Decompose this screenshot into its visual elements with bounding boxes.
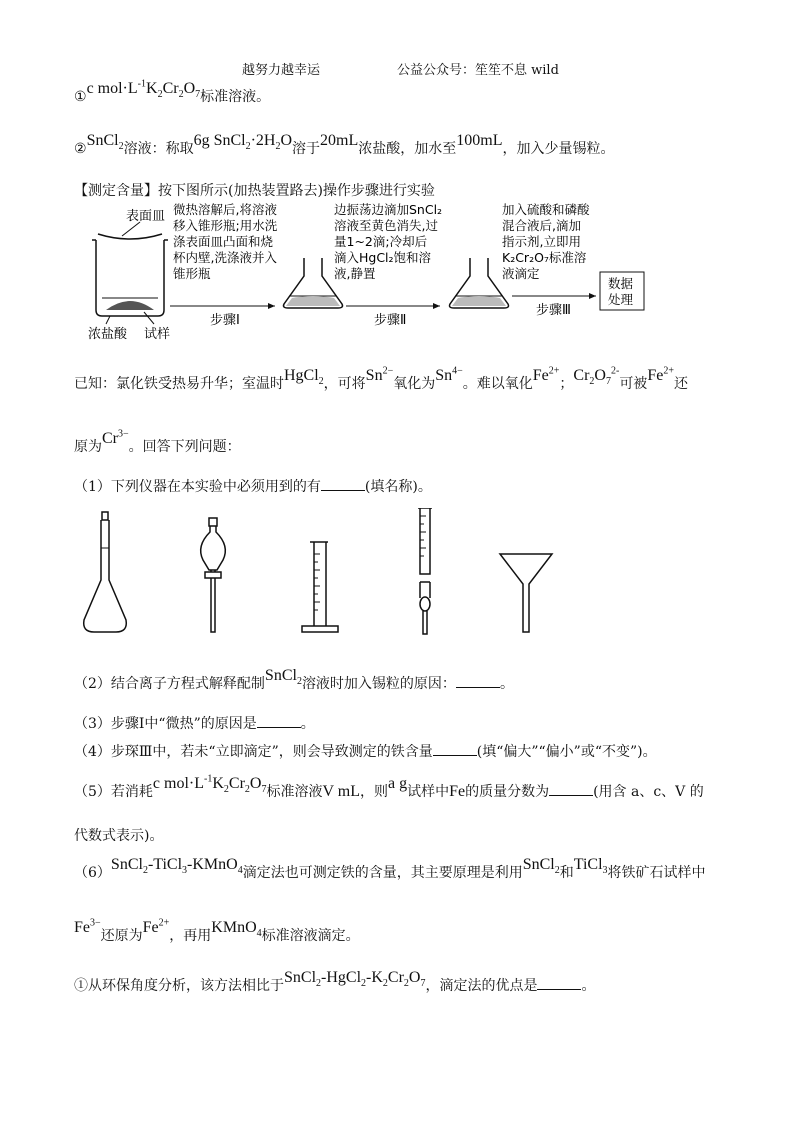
mass-a: a g — [387, 775, 408, 792]
question-5-text-b: 标准溶液 — [266, 784, 323, 800]
step2-line: 量1~2滴;冷却后 — [334, 234, 428, 249]
formula-k2cr2o7-conc: c $mol\cdot L^{-1}K_2Cr_2O_7$ — [86, 78, 201, 101]
watch-glass-icon — [98, 234, 162, 239]
beaker-icon — [92, 222, 168, 316]
header-right: 公益公众号：笙笙不息 wild — [397, 63, 559, 78]
formula-hgcl2: HgCl$_2$ — [284, 367, 324, 388]
formula-sncl2-hydrate: 6g $SnCl_2\cdot 2H_2O$ — [193, 132, 293, 153]
reagent-2-marker: ② — [74, 141, 87, 157]
known-line-1 — [74, 365, 688, 395]
step1-line: 锥形瓶 — [173, 266, 211, 281]
mass-value: 6g — [193, 132, 210, 149]
graduated-cylinder-icon — [302, 542, 338, 632]
step1-line: 移入锥形瓶;用水洗 — [173, 218, 278, 233]
step2-line: 液,静置 — [334, 266, 376, 281]
known-text-e: ； — [559, 376, 574, 392]
ion-fe2: $Fe^{2+}$ — [532, 365, 560, 384]
step1-text — [173, 202, 278, 281]
step2-line: 边振荡边滴加SnCl₂ — [334, 202, 443, 217]
step3-line: 混合液后,滴加 — [502, 218, 581, 233]
reagent-2 — [74, 132, 615, 160]
watch-glass-label: 表面皿 — [126, 209, 166, 224]
question-6-sub1-tail: 。 — [581, 978, 596, 994]
question-5-text-e: 的质量分数为 — [465, 784, 550, 800]
step1-line: 微热溶解后,将溶液 — [173, 202, 277, 217]
question-5-text-a: （5）若消耗 — [74, 784, 153, 800]
reagent-2-text-b: 溶于 — [292, 141, 321, 157]
question-2-tail: 。 — [499, 676, 514, 692]
formula-sncl2: SnCl$_2$ — [86, 132, 124, 153]
sample-pile-icon — [106, 301, 154, 310]
question-4-tail: (填“偏大”“偏小”或“不变”)。 — [476, 744, 657, 760]
answer-blank[interactable] — [433, 743, 477, 756]
question-6-text-a: （6） — [74, 865, 111, 881]
known-text-i: 。回答下列问题： — [128, 439, 241, 455]
known-text-c: 氧化为 — [393, 376, 436, 392]
procedure-diagram — [70, 200, 670, 350]
step3-label: 步骤Ⅲ — [536, 303, 571, 318]
ion-sn2: $Sn^{2-}$ — [365, 365, 394, 384]
question-1 — [74, 476, 432, 496]
question-4 — [74, 741, 657, 761]
element-fe: Fe — [449, 783, 466, 800]
known-line-2 — [74, 428, 241, 456]
ion-cr2o7: $Cr_2O_7^{2-}$ — [573, 365, 620, 388]
reagent-1-text: 标准溶液。 — [200, 89, 271, 105]
step3-line: 加入硫酸和磷酸 — [502, 202, 590, 217]
step3-line: 指示剂,立即用 — [502, 234, 581, 249]
known-text-h: 原为 — [74, 439, 102, 455]
volumetric-flask-icon — [84, 512, 127, 632]
sample-label: 试样 — [144, 327, 171, 342]
question-6-text-c: 和 — [559, 865, 574, 881]
question-3-tail: 。 — [300, 716, 315, 732]
question-5-text-d: 试样中 — [407, 784, 450, 800]
answer-blank[interactable] — [321, 478, 365, 491]
step2-label: 步骤Ⅱ — [374, 313, 407, 328]
known-text-b: ，可将 — [323, 376, 366, 392]
step2-line: 滴入HgCl₂饱和溶 — [334, 250, 432, 265]
known-text-f: 可被 — [619, 376, 648, 392]
conical-flask-icon — [450, 258, 509, 308]
known-text-g: 还 — [673, 376, 688, 392]
formula-k2cr2o7-conc-b: c $mol\cdot L^{-1}K_2Cr_2O_7$ — [152, 773, 267, 796]
question-5-line-2: 代数式表示)。 — [74, 828, 164, 844]
question-5 — [74, 773, 704, 803]
answer-blank[interactable] — [549, 783, 593, 796]
question-2-text-b: 溶液时加入锡粒的原因： — [301, 676, 456, 692]
volume-v: V mL — [322, 783, 360, 800]
known-text-a: 已知：氯化铁受热易升华；室温时 — [74, 376, 284, 392]
separatory-funnel-icon — [201, 518, 226, 632]
reagent-2-text-d: ，加入少量锡粒。 — [502, 141, 615, 157]
procedure-heading: 【测定含量】按下图所示(加热装置路去)操作步骤进行实验 — [74, 183, 435, 199]
answer-blank[interactable] — [456, 675, 500, 688]
step1-label: 步骤Ⅰ — [210, 313, 240, 328]
ion-fe3: $Fe^{3-}$ — [74, 917, 101, 936]
formula-kmno4: KMnO$_4$ — [211, 919, 262, 940]
reagent-2-text-c: 浓盐酸，加水至 — [358, 141, 457, 157]
question-3 — [74, 713, 315, 733]
burette-icon — [418, 508, 432, 634]
ion-fe2-b: $Fe^{2+}$ — [647, 365, 674, 384]
reagent-2-text-a: 溶液：称取 — [123, 141, 194, 157]
question-5-text-c: ，则 — [359, 784, 388, 800]
step2-text — [334, 202, 442, 281]
question-6-text-d: 将铁矿石试样中 — [607, 865, 706, 881]
formula-titration-system: SnCl$_2$-TiCl$_3$-KMnO$_4$ — [110, 856, 243, 877]
funnel-icon — [500, 554, 552, 632]
question-6-text-b: 滴定法也可测定铁的含量，其主要原理是利用 — [242, 865, 523, 881]
step3-line: 液滴定 — [502, 266, 540, 281]
question-4-text: （4）步琛Ⅲ中，若未“立即滴定”，则会导致测定的铁含量 — [74, 744, 433, 760]
known-text-d: 。难以氧化 — [462, 376, 533, 392]
answer-blank[interactable] — [257, 715, 301, 728]
ion-fe2-c: $Fe^{2+}$ — [142, 917, 170, 936]
data-box-line: 处理 — [608, 292, 634, 307]
question-6-sub1-text-b: ，滴定法的优点是 — [425, 978, 538, 994]
question-6-sub-1 — [74, 969, 596, 997]
formula-sncl2-b: SnCl$_2$ — [264, 667, 302, 688]
question-1-tail: (填名称)。 — [364, 479, 432, 495]
step1-line: 涤表面皿凸面和烧 — [173, 234, 274, 249]
answer-blank[interactable] — [537, 977, 581, 990]
apparatus-row — [70, 508, 570, 638]
question-5-tail: (用含 a、c、V 的 — [593, 784, 704, 800]
data-box-line: 数据 — [608, 276, 634, 291]
step1-line: 杯内壁,洗涤液并入 — [173, 250, 277, 265]
formula-old-system: $SnCl_2-HgCl_2-K_2Cr_2O_7$ — [284, 969, 426, 990]
question-6 — [74, 856, 706, 884]
question-3-text: （3）步骤Ⅰ中“微热”的原因是 — [74, 716, 257, 732]
volume-100ml: 100mL — [456, 132, 503, 149]
header-left: 越努力越幸运 — [242, 63, 321, 78]
ion-cr3: $Cr^{3-}$ — [102, 428, 129, 447]
step3-text — [502, 202, 590, 281]
reagent-1 — [74, 78, 271, 108]
step2-line: 溶液至黄色消失,过 — [334, 218, 438, 233]
ion-sn4: $Sn^{4-}$ — [435, 365, 463, 384]
formula-ticl3: TiCl$_3$ — [573, 856, 608, 877]
question-1-text: （1）下列仪器在本实验中必须用到的有 — [74, 479, 321, 495]
question-6-line-2 — [74, 917, 360, 947]
volume-20ml: 20mL — [320, 132, 359, 149]
question-6-sub1-text-a: ①从环保角度分析，该方法相比于 — [74, 978, 284, 994]
question-6-text-f: ，再用 — [169, 928, 212, 944]
question-6-text-g: 标准溶液滴定。 — [261, 928, 360, 944]
reagent-1-marker: ① — [74, 89, 87, 105]
question-6-text-e: 还原为 — [100, 928, 143, 944]
formula-sncl2-c: SnCl$_2$ — [522, 856, 560, 877]
question-2-text-a: （2）结合离子方程式解释配制 — [74, 676, 265, 692]
conc-hcl-label: 浓盐酸 — [88, 327, 128, 342]
question-2 — [74, 667, 514, 695]
step3-line: K₂Cr₂O₇标准溶 — [502, 250, 587, 265]
